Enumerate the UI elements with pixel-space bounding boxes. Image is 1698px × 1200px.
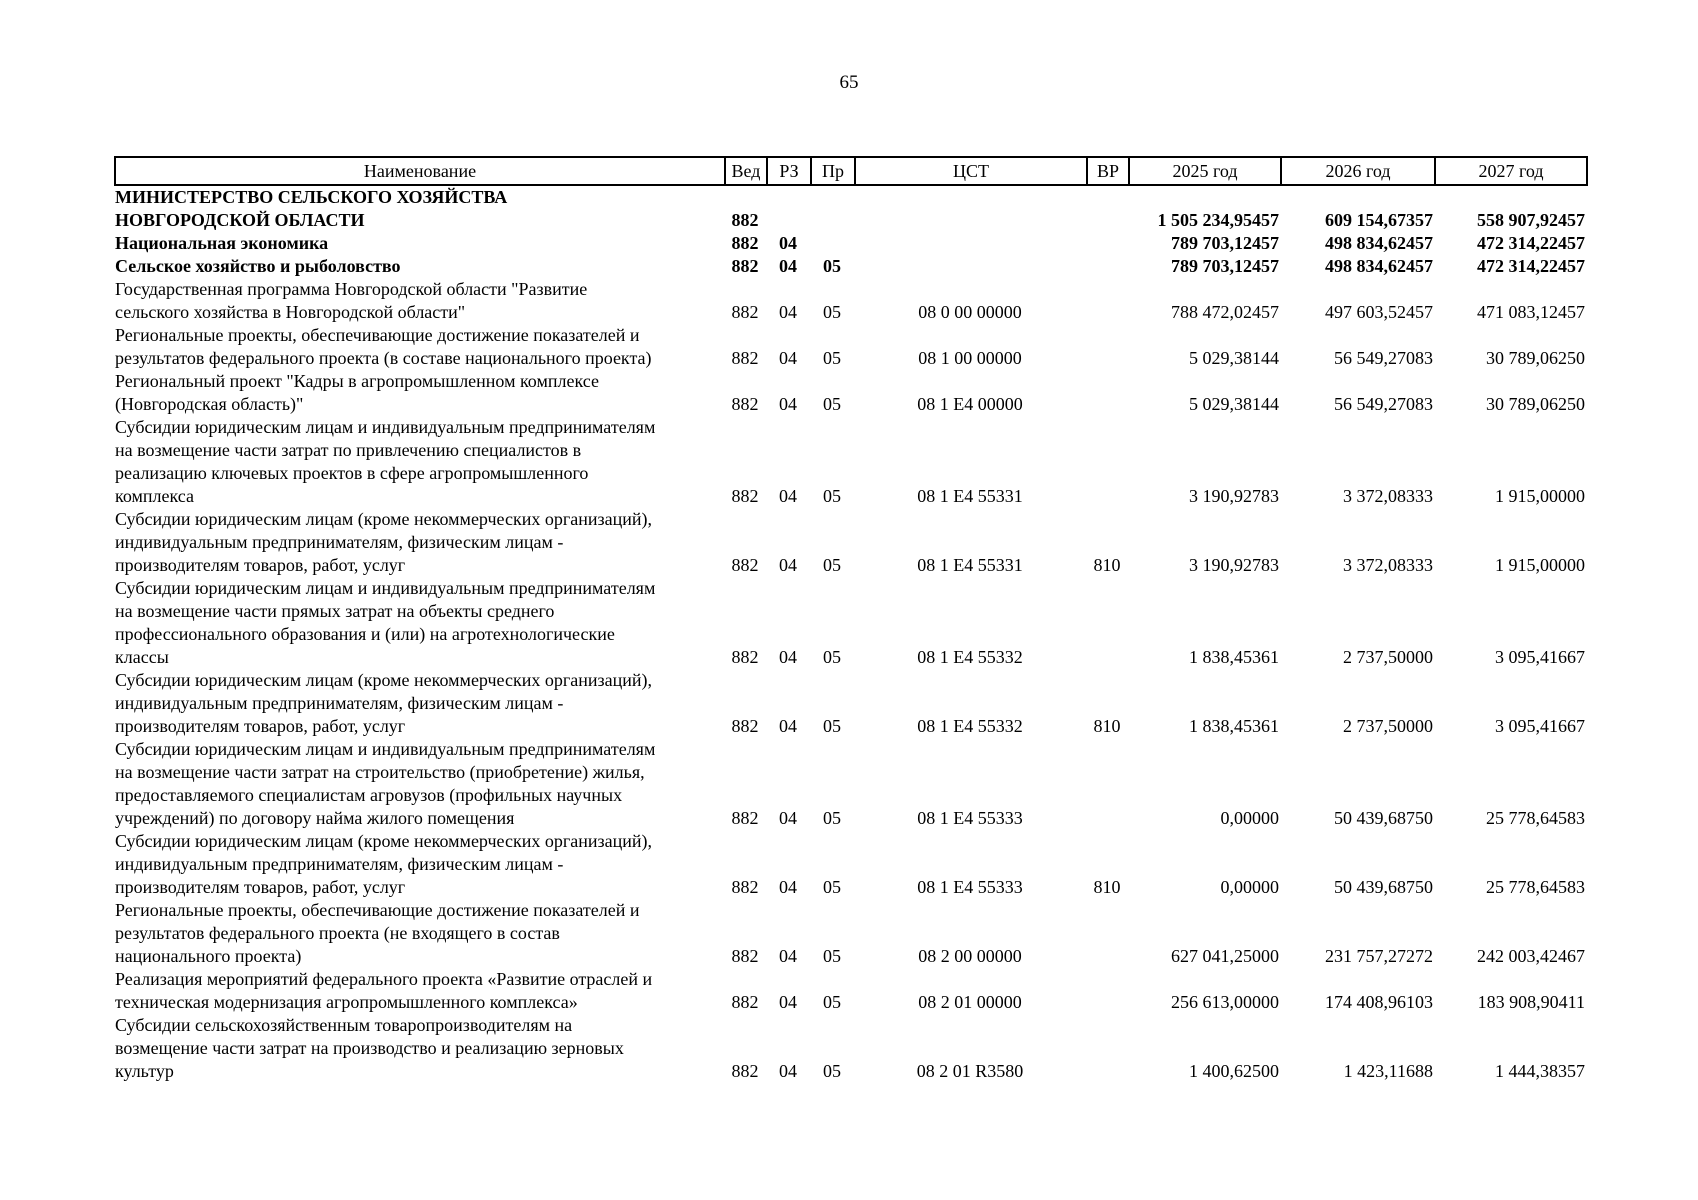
table-row [115,899,1587,968]
cell-name-line: на возмещение части прямых затрат на объекты среднего [115,601,555,621]
table-row [115,1014,1587,1083]
cell-cst: 08 1 E4 55332 [917,716,1023,736]
cell-2027: 1 915,00000 [1495,555,1585,575]
cell-cst: 08 1 E4 55332 [917,647,1023,667]
cell-cst: 08 1 E4 00000 [917,394,1023,414]
cell-pr: 05 [823,348,841,368]
cell-cst: 08 2 00 00000 [918,946,1022,966]
budget-table [114,156,1588,1083]
cell-ved: 882 [731,716,759,736]
cell-name-line: производителям товаров, работ, услуг [115,555,406,575]
cell-cst: 08 2 01 R3580 [916,1061,1024,1081]
cell-vr: 810 [1093,877,1121,897]
cell-vr [1087,324,1129,370]
cell-rz: 04 [779,946,797,966]
table-header [115,157,1587,185]
cell-2025: 0,00000 [1220,808,1279,828]
cell-cst: 08 1 E4 55331 [917,486,1023,506]
cell-rz: 04 [779,394,797,414]
cell-pr [811,185,855,232]
table-row [115,577,1587,669]
cell-2027: 3 095,41667 [1495,647,1585,667]
cell-ved: 882 [731,256,759,276]
cell-name-line: Региональные проекты, обеспечивающие достижение показателей и [115,325,640,345]
cell-name-line: классы [115,647,169,667]
table-row [115,968,1587,1014]
cell-ved: 882 [731,233,759,253]
cell-cst [855,185,1087,232]
cell-cst: 08 1 E4 55333 [917,808,1023,828]
cell-name-line: Государственная программа Новгородской области "Развитие [115,279,588,299]
cell-pr: 05 [823,716,841,736]
cell-name-line: Субсидии юридическим лицам и индивидуальным предпринимателям [115,417,656,437]
cell-2027: 558 907,92457 [1477,210,1585,230]
cell-name [115,1014,725,1083]
cell-rz: 04 [779,486,797,506]
cell-2027: 30 789,06250 [1486,348,1585,368]
cell-pr: 05 [823,946,841,966]
cell-2025: 627 041,25000 [1171,946,1279,966]
cell-2025: 3 190,92783 [1189,486,1279,506]
cell-vr [1087,278,1129,324]
cell-name [115,577,725,669]
cell-vr [1087,577,1129,669]
cell-name-line: Региональный проект "Кадры в агропромышленном комплексе [115,371,599,391]
cell-name-line: Реализация мероприятий федерального проекта «Развитие отраслей и [115,969,653,989]
cell-name-line: результатов федерального проекта (в составе национального проекта) [115,348,652,368]
table-row [115,185,1587,232]
cell-vr: 810 [1093,716,1121,736]
cell-name-line: НОВГОРОДСКОЙ ОБЛАСТИ [115,210,365,230]
cell-name-line: сельского хозяйства в Новгородской области" [115,302,466,322]
cell-vr: 810 [1093,555,1121,575]
cell-2025: 0,00000 [1220,877,1279,897]
cell-name-line: индивидуальным предпринимателям, физическим лицам - [115,532,564,552]
cell-2027: 3 095,41667 [1495,716,1585,736]
cell-cst: 08 1 E4 55331 [917,555,1023,575]
header-name: Наименование [115,157,725,185]
cell-name-line: Сельское хозяйство и рыболовство [115,256,401,276]
cell-2026: 50 439,68750 [1334,877,1433,897]
table-row [115,370,1587,416]
cell-2026: 3 372,08333 [1343,555,1433,575]
cell-ved: 882 [731,808,759,828]
table-row [115,416,1587,508]
cell-ved: 882 [731,946,759,966]
cell-rz: 04 [779,808,797,828]
cell-cst: 08 2 01 00000 [918,992,1022,1012]
cell-2026: 56 549,27083 [1334,394,1433,414]
cell-ved: 882 [731,348,759,368]
cell-2026: 50 439,68750 [1334,808,1433,828]
cell-2026: 2 737,50000 [1343,647,1433,667]
cell-ved: 882 [731,555,759,575]
cell-vr [1087,255,1129,278]
cell-vr [1087,370,1129,416]
cell-pr: 05 [823,808,841,828]
cell-name [115,324,725,370]
cell-name-line: индивидуальным предпринимателям, физическим лицам - [115,854,564,874]
cell-pr: 05 [823,256,841,276]
cell-rz: 04 [779,555,797,575]
cell-ved: 882 [731,992,759,1012]
cell-rz: 04 [779,992,797,1012]
cell-ved: 882 [731,486,759,506]
cell-2025: 1 838,45361 [1189,716,1279,736]
cell-name [115,370,725,416]
cell-name-line: комплекса [115,486,194,506]
cell-2025: 788 472,02457 [1171,302,1279,322]
cell-name [115,508,725,577]
cell-2027: 242 003,42467 [1477,946,1585,966]
cell-ved: 882 [731,647,759,667]
cell-2025: 3 190,92783 [1189,555,1279,575]
cell-name-line: предоставляемого специалистам агровузов (профильных научных [115,785,623,805]
cell-rz: 04 [779,302,797,322]
header-pr: Пр [811,157,855,185]
cell-2027: 30 789,06250 [1486,394,1585,414]
header-cst: ЦСТ [855,157,1087,185]
cell-name-line: индивидуальным предпринимателям, физическим лицам - [115,693,564,713]
cell-rz: 04 [779,348,797,368]
cell-rz [767,185,811,232]
cell-2027: 1 444,38357 [1495,1061,1585,1081]
cell-2026: 3 372,08333 [1343,486,1433,506]
cell-name-line: производителям товаров, работ, услуг [115,716,406,736]
cell-2026: 609 154,67357 [1325,210,1433,230]
cell-ved: 882 [731,877,759,897]
cell-cst: 08 1 E4 55333 [917,877,1023,897]
cell-cst: 08 1 00 00000 [918,348,1022,368]
cell-name-line: Субсидии юридическим лицам и индивидуальным предпринимателям [115,578,656,598]
cell-name [115,669,725,738]
cell-pr: 05 [823,555,841,575]
cell-rz: 04 [779,1061,797,1081]
cell-name [115,278,725,324]
table-body [115,185,1587,1083]
cell-name-line: результатов федерального проекта (не входящего в состав [115,923,560,943]
cell-2025: 1 838,45361 [1189,647,1279,667]
table-row [115,738,1587,830]
cell-name [115,255,725,278]
page-number: 65 [839,72,859,93]
cell-name-line: культур [115,1061,174,1081]
table-row [115,255,1587,278]
cell-pr: 05 [823,394,841,414]
table-row [115,232,1587,255]
cell-vr [1087,416,1129,508]
cell-vr [1087,232,1129,255]
cell-name [115,185,725,232]
header-2025: 2025 год [1129,157,1281,185]
cell-ved: 882 [731,1061,759,1081]
table-row [115,669,1587,738]
cell-name-line: Региональные проекты, обеспечивающие достижение показателей и [115,900,640,920]
table-row [115,278,1587,324]
cell-vr [1087,185,1129,232]
cell-name [115,899,725,968]
cell-name-line: Субсидии юридическим лицам (кроме некоммерческих организаций), [115,831,652,851]
cell-2026: 174 408,96103 [1325,992,1433,1012]
cell-cst [855,255,1087,278]
cell-name [115,738,725,830]
cell-name-line: Субсидии сельскохозяйственным товаропроизводителям на [115,1015,573,1035]
header-ved: Вед [725,157,767,185]
cell-vr [1087,738,1129,830]
cell-2026: 498 834,62457 [1325,233,1433,253]
cell-2025: 1 400,62500 [1189,1061,1279,1081]
cell-name-line: Национальная экономика [115,233,329,253]
cell-pr [811,232,855,255]
cell-rz: 04 [779,647,797,667]
cell-ved: 882 [731,302,759,322]
cell-2027: 25 778,64583 [1486,808,1585,828]
cell-name-line: реализацию ключевых проектов в сфере агропромышленного [115,463,589,483]
cell-rz: 04 [779,716,797,736]
cell-pr: 05 [823,1061,841,1081]
table-row [115,508,1587,577]
cell-2027: 1 915,00000 [1495,486,1585,506]
cell-name [115,232,725,255]
cell-ved: 882 [731,394,759,414]
cell-2027: 472 314,22457 [1477,233,1585,253]
cell-2026: 1 423,11688 [1343,1061,1433,1081]
cell-name-line: производителям товаров, работ, услуг [115,877,406,897]
header-rz: РЗ [767,157,811,185]
cell-name-line: учреждений) по договору найма жилого помещения [115,808,515,828]
cell-name-line: Субсидии юридическим лицам (кроме некоммерческих организаций), [115,670,652,690]
cell-2025: 789 703,12457 [1171,256,1279,276]
cell-name-line: МИНИСТЕРСТВО СЕЛЬСКОГО ХОЗЯЙСТВА [115,187,508,207]
cell-2026: 497 603,52457 [1325,302,1433,322]
cell-pr: 05 [823,302,841,322]
cell-name-line: профессионального образования и (или) на агротехнологические [115,624,615,644]
cell-name [115,968,725,1014]
cell-name-line: Субсидии юридическим лицам (кроме некоммерческих организаций), [115,509,652,529]
cell-rz: 04 [779,256,797,276]
cell-pr: 05 [823,877,841,897]
cell-2026: 498 834,62457 [1325,256,1433,276]
cell-2027: 471 083,12457 [1477,302,1585,322]
cell-2025: 5 029,38144 [1189,394,1279,414]
cell-cst: 08 0 00 00000 [918,302,1022,322]
cell-name-line: на возмещение части затрат по привлечению специалистов в [115,440,582,460]
cell-name-line: национального проекта) [115,946,302,966]
table-row [115,830,1587,899]
cell-name-line: возмещение части затрат на производство и реализацию зерновых [115,1038,624,1058]
cell-name [115,416,725,508]
cell-2026: 2 737,50000 [1343,716,1433,736]
cell-cst [855,232,1087,255]
cell-pr: 05 [823,647,841,667]
cell-2026: 231 757,27272 [1325,946,1433,966]
cell-2026: 56 549,27083 [1334,348,1433,368]
cell-name-line: на возмещение части затрат на строительство (приобретение) жилья, [115,762,645,782]
cell-2025: 256 613,00000 [1171,992,1279,1012]
cell-2027: 25 778,64583 [1486,877,1585,897]
cell-pr: 05 [823,992,841,1012]
table-row [115,324,1587,370]
cell-2027: 183 908,90411 [1477,992,1585,1012]
cell-pr: 05 [823,486,841,506]
cell-name-line: техническая модернизация агропромышленного комплекса» [115,992,578,1012]
cell-ved: 882 [731,210,759,230]
cell-vr [1087,1014,1129,1083]
header-vr: ВР [1087,157,1129,185]
cell-rz: 04 [779,877,797,897]
cell-name [115,830,725,899]
cell-vr [1087,968,1129,1014]
header-2026: 2026 год [1281,157,1435,185]
cell-2025: 1 505 234,95457 [1157,210,1279,230]
header-2027: 2027 год [1435,157,1587,185]
cell-2025: 5 029,38144 [1189,348,1279,368]
cell-rz: 04 [779,233,797,253]
cell-name-line: (Новгородская область)" [115,394,304,414]
cell-2027: 472 314,22457 [1477,256,1585,276]
cell-vr [1087,899,1129,968]
cell-name-line: Субсидии юридическим лицам и индивидуальным предпринимателям [115,739,656,759]
cell-2025: 789 703,12457 [1171,233,1279,253]
